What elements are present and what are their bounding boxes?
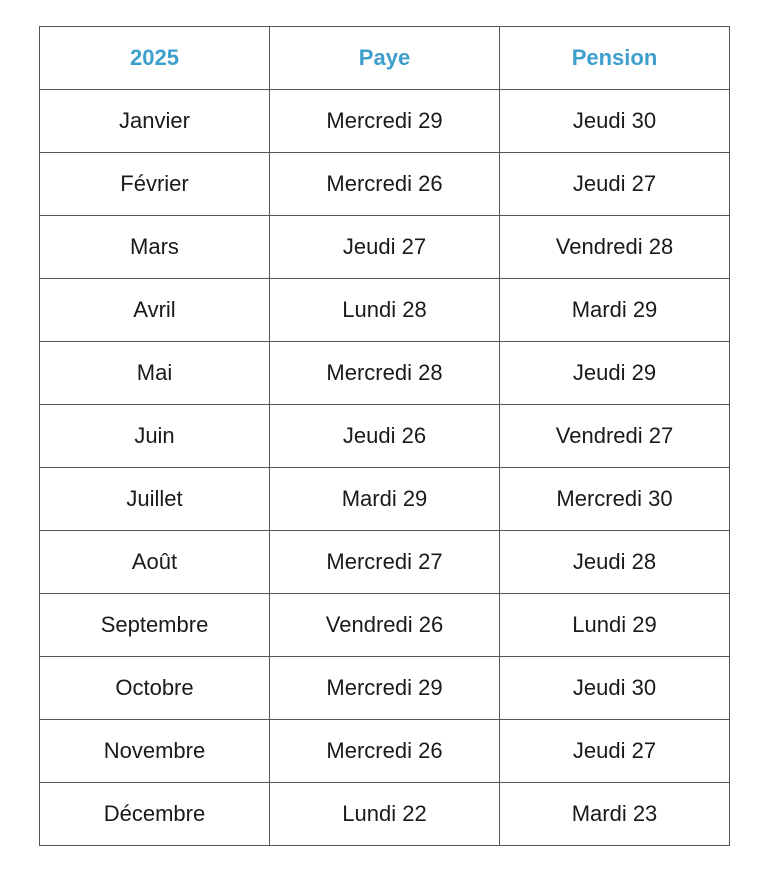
table-row (40, 90, 730, 153)
pension-date-cell: Jeudi 28 (500, 531, 730, 594)
pay-date-cell: Lundi 28 (270, 279, 500, 342)
month-cell: Août (40, 531, 270, 594)
pension-date-cell: Lundi 29 (500, 594, 730, 657)
pay-date-cell: Jeudi 26 (270, 405, 500, 468)
month-cell: Octobre (40, 657, 270, 720)
table-row (40, 783, 730, 846)
header-year: 2025 (40, 27, 270, 90)
pay-date-cell: Mercredi 28 (270, 342, 500, 405)
pension-date-cell: Mardi 23 (500, 783, 730, 846)
table-row (40, 216, 730, 279)
month-cell: Mai (40, 342, 270, 405)
month-cell: Février (40, 153, 270, 216)
payment-schedule-table (39, 26, 730, 846)
table-row (40, 342, 730, 405)
header-row (40, 27, 730, 90)
pension-date-cell: Jeudi 30 (500, 657, 730, 720)
pay-date-cell: Mercredi 29 (270, 657, 500, 720)
month-cell: Juin (40, 405, 270, 468)
month-cell: Décembre (40, 783, 270, 846)
pay-date-cell: Mercredi 26 (270, 153, 500, 216)
pay-date-cell: Lundi 22 (270, 783, 500, 846)
pay-date-cell: Vendredi 26 (270, 594, 500, 657)
table-row (40, 153, 730, 216)
header-pay: Paye (270, 27, 500, 90)
pay-date-cell: Mardi 29 (270, 468, 500, 531)
table-row (40, 594, 730, 657)
month-cell: Avril (40, 279, 270, 342)
table-row (40, 657, 730, 720)
pay-date-cell: Mercredi 29 (270, 90, 500, 153)
pension-date-cell: Mercredi 30 (500, 468, 730, 531)
month-cell: Novembre (40, 720, 270, 783)
month-cell: Septembre (40, 594, 270, 657)
pay-date-cell: Mercredi 27 (270, 531, 500, 594)
pay-date-cell: Jeudi 27 (270, 216, 500, 279)
pension-date-cell: Jeudi 27 (500, 720, 730, 783)
pension-date-cell: Vendredi 28 (500, 216, 730, 279)
pension-date-cell: Jeudi 30 (500, 90, 730, 153)
table-row (40, 405, 730, 468)
pension-date-cell: Vendredi 27 (500, 405, 730, 468)
month-cell: Juillet (40, 468, 270, 531)
pension-date-cell: Mardi 29 (500, 279, 730, 342)
table-row (40, 468, 730, 531)
pension-date-cell: Jeudi 29 (500, 342, 730, 405)
table-row (40, 279, 730, 342)
month-cell: Mars (40, 216, 270, 279)
month-cell: Janvier (40, 90, 270, 153)
table-row (40, 531, 730, 594)
header-pension: Pension (500, 27, 730, 90)
pay-date-cell: Mercredi 26 (270, 720, 500, 783)
pension-date-cell: Jeudi 27 (500, 153, 730, 216)
table-row (40, 720, 730, 783)
